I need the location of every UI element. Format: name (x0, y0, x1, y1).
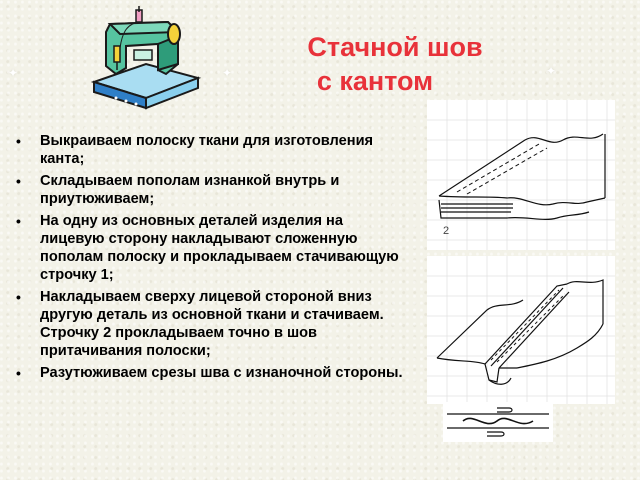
sewing-machine-icon (86, 4, 206, 114)
bullet-icon: • (16, 213, 21, 229)
seam-diagram-top (427, 100, 615, 250)
sparkle-icon: ✦ (546, 64, 557, 78)
slide-title-line2: с кантом (316, 66, 434, 96)
bullet-icon: • (16, 173, 21, 189)
list-item (10, 364, 410, 382)
bullet-icon: • (16, 365, 21, 381)
list-item-text: Выкраиваем полоску ткани для изготовления канта; (40, 133, 374, 167)
bullet-icon: • (16, 133, 21, 149)
list-item (10, 212, 410, 284)
list-item-text: Складываем пополам изнанкой внутрь и приутюживаем; (40, 173, 340, 207)
list-item (10, 288, 410, 360)
sparkle-icon: ✦ (222, 66, 233, 80)
list-item (10, 172, 410, 208)
bullet-icon: • (16, 289, 21, 305)
ornament-icon (443, 402, 553, 442)
list-item-text: Накладываем сверху лицевой стороной вниз другую деталь из основной ткани и стачиваем. Строчку 2 прокладываем точно в шов притачивания полоски; (40, 289, 384, 359)
sparkle-icon: ✦ (8, 66, 19, 80)
list-item-text: Разутюживаем срезы шва с изнаночной стороны. (40, 365, 403, 381)
slide-title (250, 30, 540, 98)
seam-diagram-bottom (427, 256, 615, 404)
list-item-text: На одну из основных деталей изделия на лицевую сторону накладывают сложенную пополам полоску и прокладываем стачивающую строчку 1; (40, 213, 399, 283)
list-item (10, 132, 410, 168)
slide-title-line1: Стачной шов (307, 32, 483, 62)
bullet-list (10, 132, 410, 386)
diagram-label: 2 (443, 225, 450, 237)
